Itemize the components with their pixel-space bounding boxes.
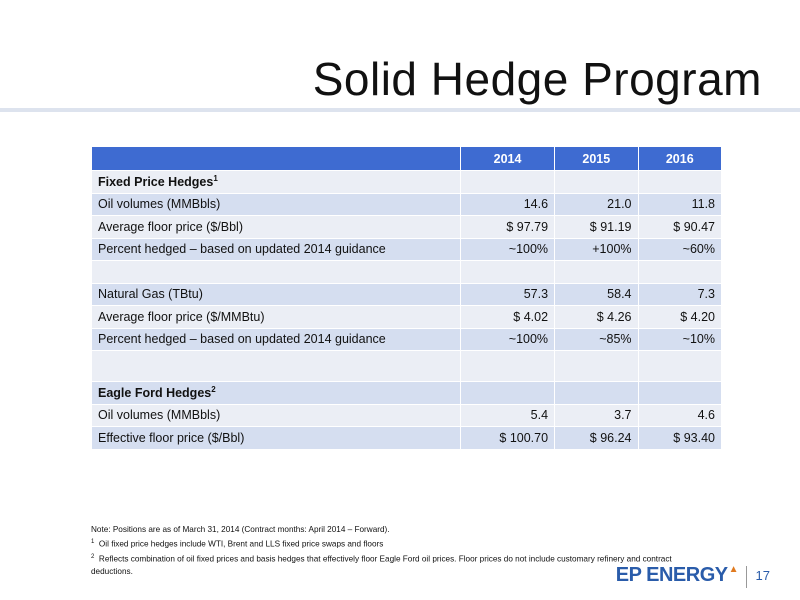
cell-2014: 57.3	[461, 283, 555, 306]
section-label-fixed-price: Fixed Price Hedges$^1$	[92, 171, 461, 194]
table-row	[92, 306, 722, 329]
table-row	[92, 193, 722, 216]
cell-2014: $ 4.02	[461, 306, 555, 329]
cell-2016: ~60%	[638, 238, 721, 261]
cell-2014: 5.4	[461, 404, 555, 427]
cell-2016: $ 4.20	[638, 306, 721, 329]
section-row-eagle-ford	[92, 382, 722, 405]
row-label: Oil volumes (MMBbls)	[92, 404, 461, 427]
cell-2014: ~100%	[461, 328, 555, 351]
hedge-table	[91, 146, 722, 450]
table-row	[92, 283, 722, 306]
cell-2015: ~85%	[555, 328, 638, 351]
row-label: Percent hedged – based on updated 2014 guidance	[92, 328, 461, 351]
header-year-2015: 2015	[555, 147, 638, 171]
header-blank-cell	[92, 147, 461, 171]
section-row-fixed-price	[92, 171, 722, 194]
table-header-row	[92, 147, 722, 171]
page-number: 17	[755, 568, 770, 583]
cell-2014: 14.6	[461, 193, 555, 216]
table-row	[92, 404, 722, 427]
footnote-note: Note: Positions are as of March 31, 2014 (Contract months: April 2014 – Forward).	[91, 525, 390, 534]
table-row	[92, 427, 722, 450]
title-underline	[0, 108, 800, 112]
row-label: Natural Gas (TBtu)	[92, 283, 461, 306]
spacer-row	[92, 351, 722, 382]
row-label: Average floor price ($/Bbl)	[92, 216, 461, 239]
table-row	[92, 216, 722, 239]
cell-2014: $ 97.79	[461, 216, 555, 239]
cell-2016: 7.3	[638, 283, 721, 306]
cell-2015: $ 91.19	[555, 216, 638, 239]
cell-2015: 3.7	[555, 404, 638, 427]
cell-2015: +100%	[555, 238, 638, 261]
cell-2016: 11.8	[638, 193, 721, 216]
cell-2016: ~10%	[638, 328, 721, 351]
row-label: Average floor price ($/MMBtu)	[92, 306, 461, 329]
cell-2016: $ 90.47	[638, 216, 721, 239]
cell-2014: $ 100.70	[461, 427, 555, 450]
table-row	[92, 238, 722, 261]
cell-2016: 4.6	[638, 404, 721, 427]
row-label: Effective floor price ($/Bbl)	[92, 427, 461, 450]
cell-2015: $ 4.26	[555, 306, 638, 329]
ep-energy-logo: EP ENERGY▲	[615, 564, 738, 586]
footer-divider	[746, 566, 747, 588]
header-year-2016: 2016	[638, 147, 721, 171]
table-row	[92, 328, 722, 351]
cell-2016: $ 93.40	[638, 427, 721, 450]
header-year-2014: 2014	[461, 147, 555, 171]
cell-2015: 58.4	[555, 283, 638, 306]
section-label-eagle-ford: Eagle Ford Hedges$^2$	[92, 382, 461, 405]
footnote-2: $^2$ Reflects combination of oil fixed prices and basis hedges that effectively floor Eagle Ford oil prices. Floor prices do not include customary refinery and contract deductions.	[91, 553, 672, 577]
logo-triangle-icon: ▲	[728, 564, 738, 575]
spacer-row	[92, 261, 722, 284]
footnote-1: $^1$ Oil fixed price hedges include WTI, Brent and LLS fixed price swaps and floors	[91, 539, 384, 549]
row-label: Percent hedged – based on updated 2014 guidance	[92, 238, 461, 261]
row-label: Oil volumes (MMBbls)	[92, 193, 461, 216]
cell-2015: $ 96.24	[555, 427, 638, 450]
cell-2014: ~100%	[461, 238, 555, 261]
cell-2015: 21.0	[555, 193, 638, 216]
footnotes	[91, 523, 691, 578]
slide-title: Solid Hedge Program	[312, 53, 762, 105]
